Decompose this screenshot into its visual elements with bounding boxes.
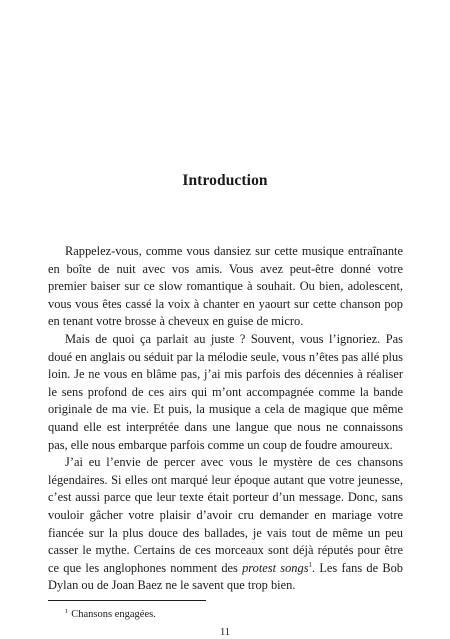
paragraph-2: Mais de quoi ça parlait au juste ? Souvent, vous l’ignoriez. Pas doué en anglais ou séduit par la mélodie seule, vous n’êtes pas allé plus loin. Je ne vous en blâme pas, j’ai mis parfois des décennies à réaliser le sens profond de ces airs qui m’ont accompagnée comme la bande originale de ma vie. Et puis, la musique a cela de magique que même quand elle est interprétée dans une langue que nous ne connaissons pas, elle nous embarque parfois comme un coup de foudre amoureux. xyxy=(48,331,403,452)
footnote xyxy=(65,609,156,621)
paragraph-3-text-before: J’ai eu l’envie de percer avec vous le mystère de ces chansons légendaires. Si elles ont marqué leur époque autant que votre jeunesse, c’est aussi parce que leur texte était porteur d’un message. Donc, sans vouloir gâcher votre plaisir d’avoir cru demander en mariage votre fiancée sur la plus douce des ballades, je vais tout de même un peu casser le mythe. Certains de ces morceaux sont déjà réputés pour être ce que les anglophones nomment des xyxy=(48,455,403,575)
chapter-title: Introduction xyxy=(182,172,268,189)
paragraph-3-text-after: . Les fans de Bob Dylan ou de Joan Baez ne le savent que trop bien. xyxy=(48,560,403,593)
body-text xyxy=(48,243,403,595)
page-number: 11 xyxy=(219,627,231,638)
footnote-reference[interactable]: 1 xyxy=(308,560,313,569)
protest-songs-emphasis: protest songs xyxy=(242,560,309,575)
footnote-marker: 1 xyxy=(65,608,69,615)
paragraph-1: Rappelez-vous, comme vous dansiez sur cette musique entraînante en boîte de nuit avec vos amis. Vous avez peut-être donné votre premier baiser sur ce slow romantique à souhait. Ou bien, adolescent, vous vous êtes cassé la voix à chanter en yaourt sur cette chanson pop en tenant votre brosse à cheveux en guise de micro. xyxy=(48,244,403,329)
footnote-divider xyxy=(48,600,206,601)
footnote-text: Chansons engagées. xyxy=(71,609,156,620)
paragraph-3 xyxy=(48,454,403,595)
